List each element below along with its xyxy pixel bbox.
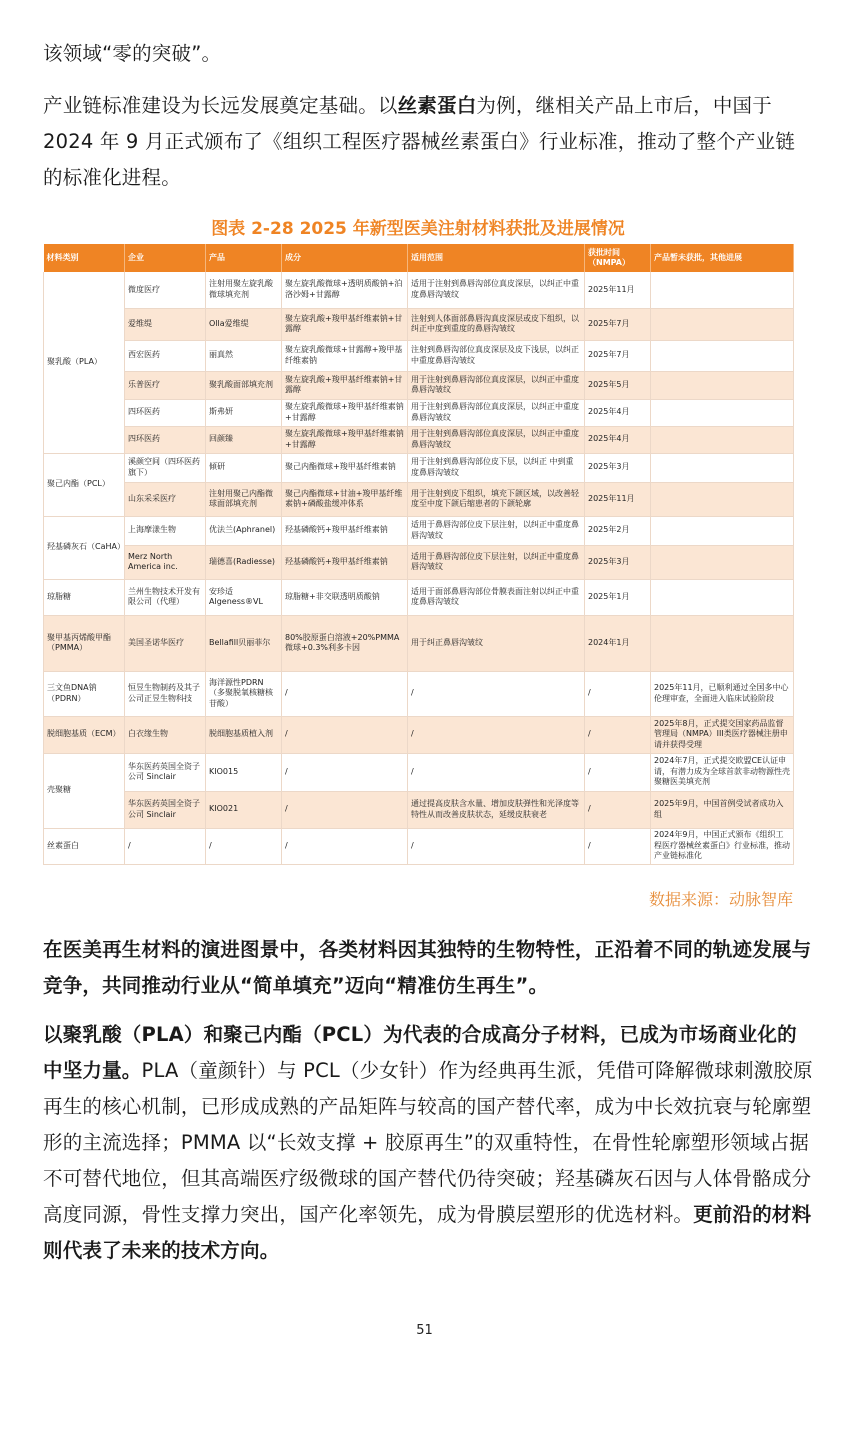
- composition-cell: 聚左旋乳酸+羧甲基纤维素钠+甘露醇: [282, 371, 408, 399]
- approval-cell: 2025年4月: [585, 426, 651, 453]
- composition-cell: 琼脂糖+非交联透明质酸钠: [282, 579, 408, 615]
- material-cell: 聚甲基丙烯酸甲酯（PMMA）: [44, 615, 125, 671]
- composition-cell: /: [282, 753, 408, 791]
- progress-cell: 2024年9月，中国正式颁布《组织工程医疗器械丝素蛋白》行业标准，推动产业链标准化: [651, 828, 794, 864]
- company-cell: 美国圣诺华医疗: [125, 615, 206, 671]
- composition-cell: 聚己内酯微球+羧甲基纤维素钠: [282, 453, 408, 482]
- header-scope: 适用范围: [408, 244, 585, 272]
- company-cell: Merz North America inc.: [125, 545, 206, 579]
- product-cell: /: [206, 828, 282, 864]
- material-cell: 琼脂糖: [44, 579, 125, 615]
- company-cell: 山东采采医疗: [125, 482, 206, 516]
- scope-cell: 用于注射到皮下组织，填充下颌区域，以改善轻度至中度下颌后缩患者的下颌轮廓: [408, 482, 585, 516]
- table-row: [44, 545, 794, 579]
- approval-cell: /: [585, 716, 651, 753]
- table-row: [44, 340, 794, 371]
- approval-cell: /: [585, 671, 651, 716]
- composition-cell: 羟基磷酸钙+羧甲基纤维素钠: [282, 516, 408, 545]
- product-cell: 海洋源性PDRN（多聚脱氧核糖核苷酸）: [206, 671, 282, 716]
- progress-cell: 2025年9月，中国首例受试者成功入组: [651, 791, 794, 828]
- scope-cell: /: [408, 716, 585, 753]
- approval-cell: 2024年1月: [585, 615, 651, 671]
- approval-cell: 2025年1月: [585, 579, 651, 615]
- scope-cell: 用于注射到鼻唇沟部位真皮深层，以纠正中重度鼻唇沟皱纹: [408, 399, 585, 426]
- progress-cell: [651, 482, 794, 516]
- approval-cell: /: [585, 791, 651, 828]
- table-row: [44, 453, 794, 482]
- figure-title: 图表 2-28 2025 年新型医美注射材料获批及进展情况: [211, 219, 625, 239]
- progress-cell: 2024年7月，正式提交欧盟CE认证申请，有潜力成为全球首款非动物源性壳聚糖医美填充剂: [651, 753, 794, 791]
- material-cell: 聚己内酯（PCL）: [44, 453, 125, 516]
- composition-cell: 聚左旋乳酸+羧甲基纤维素钠+甘露醇: [282, 308, 408, 340]
- approval-cell: /: [585, 828, 651, 864]
- scope-cell: 适用于注射到鼻唇沟部位真皮深层，以纠正中重度鼻唇沟皱纹: [408, 272, 585, 308]
- company-cell: 爱维缇: [125, 308, 206, 340]
- header-progress: 产品暂未获批，其他进展: [651, 244, 794, 272]
- progress-cell: [651, 453, 794, 482]
- progress-cell: [651, 545, 794, 579]
- composition-cell: /: [282, 828, 408, 864]
- scope-cell: 适用于面部鼻唇沟部位骨膜表面注射以纠正中重度鼻唇沟皱纹: [408, 579, 585, 615]
- approval-cell: 2025年3月: [585, 545, 651, 579]
- product-cell: 优法兰(Aphranel): [206, 516, 282, 545]
- approval-cell: 2025年2月: [585, 516, 651, 545]
- progress-cell: 2025年11月，已顺利通过全国多中心伦理审查，全面进入临床试验阶段: [651, 671, 794, 716]
- product-cell: Bellafill贝丽菲尔: [206, 615, 282, 671]
- approval-cell: 2025年11月: [585, 272, 651, 308]
- progress-cell: [651, 272, 794, 308]
- product-cell: 脱细胞基质植入剂: [206, 716, 282, 753]
- scope-cell: 适用于鼻唇沟部位皮下层注射，以纠正中重度鼻唇沟皱纹: [408, 516, 585, 545]
- product-cell: 聚乳酸面部填充剂: [206, 371, 282, 399]
- scope-cell: 用于纠正鼻唇沟皱纹: [408, 615, 585, 671]
- product-cell: 瑞德喜(Radiesse): [206, 545, 282, 579]
- header-material: 材料类别: [44, 244, 125, 272]
- table-row: [44, 399, 794, 426]
- composition-cell: 聚左旋乳酸微球+羧甲基纤维素钠+甘露醇: [282, 399, 408, 426]
- approval-cell: 2025年11月: [585, 482, 651, 516]
- approval-table: [43, 244, 793, 865]
- scope-cell: /: [408, 828, 585, 864]
- product-cell: Olla爱维缇: [206, 308, 282, 340]
- company-cell: 白衣缘生物: [125, 716, 206, 753]
- product-cell: 安珍适 Algeness®VL: [206, 579, 282, 615]
- progress-cell: [651, 308, 794, 340]
- header-approval: 获批时间（NMPA）: [585, 244, 651, 272]
- header-company: 企业: [125, 244, 206, 272]
- paragraph-intro: 该领域“零的突破”。: [43, 42, 222, 65]
- approval-cell: 2025年5月: [585, 371, 651, 399]
- material-cell: 三文鱼DNA钠（PDRN）: [44, 671, 125, 716]
- product-cell: 回颜臻: [206, 426, 282, 453]
- paragraph-materials: 以聚乳酸（PLA）和聚己内酯（PCL）为代表的合成高分子材料，已成为市场商业化的中坚力量。PLA（童颜针）与 PCL（少女针）作为经典再生派，凭借可降解微球刺激胶原再生的核心机制，已形成成熟的产品矩阵与较高的国产替代率，成为中长效抗衰与轮廓塑形的主流选择；PMMA 以“长效支撑 + 胶原再生”的双重特性，在骨性轮廓塑形领域占据不可替代地位，但其高端医疗级微球的国产替代仍待突破；羟基磷灰石因与人体骨骼成分高度同源，骨性支撑力突出，国产化率领先，成为骨膜层塑形的优选材料。更前沿的材料则代表了未来的技术方向。: [43, 1023, 813, 1262]
- scope-cell: /: [408, 671, 585, 716]
- scope-cell: 适用于鼻唇沟部位皮下层注射，以纠正中重度鼻唇沟皱纹: [408, 545, 585, 579]
- table-row: [44, 671, 794, 716]
- company-cell: 华东医药英国全资子公司 Sinclair: [125, 791, 206, 828]
- product-cell: 丽真然: [206, 340, 282, 371]
- scope-cell: 用于注射到鼻唇沟部位真皮深层，以纠正中重度鼻唇沟皱纹: [408, 426, 585, 453]
- table-row: [44, 371, 794, 399]
- table-row: [44, 426, 794, 453]
- company-cell: 微度医疗: [125, 272, 206, 308]
- table-header-row: [44, 244, 794, 272]
- table-row: [44, 272, 794, 308]
- material-cell: 羟基磷灰石（CaHA）: [44, 516, 125, 579]
- product-cell: 斯弗妍: [206, 399, 282, 426]
- header-product: 产品: [206, 244, 282, 272]
- scope-cell: 注射到人体面部鼻唇沟真皮深层或皮下组织，以纠正中度到重度的鼻唇沟皱纹: [408, 308, 585, 340]
- material-cell: 壳聚糖: [44, 753, 125, 828]
- approval-cell: 2025年7月: [585, 308, 651, 340]
- company-cell: 四环医药: [125, 399, 206, 426]
- company-cell: /: [125, 828, 206, 864]
- product-cell: 傾研: [206, 453, 282, 482]
- approval-cell: /: [585, 753, 651, 791]
- progress-cell: 2025年8月，正式提交国家药品监督管理局（NMPA）III类医疗器械注册申请并获得受理: [651, 716, 794, 753]
- company-cell: 上海摩漾生物: [125, 516, 206, 545]
- company-cell: 兰州生物技术开发有限公司（代理）: [125, 579, 206, 615]
- paragraph-standards: 产业链标准建设为长远发展奠定基础。以丝素蛋白为例，继相关产品上市后，中国于 2024 年 9 月正式颁布了《组织工程医疗器械丝素蛋白》行业标准，推动了整个产业链的标准化进程。: [43, 94, 796, 189]
- progress-cell: [651, 340, 794, 371]
- material-cell: 脱细胞基质（ECM）: [44, 716, 125, 753]
- approval-cell: 2025年3月: [585, 453, 651, 482]
- product-cell: KIO015: [206, 753, 282, 791]
- company-cell: 四环医药: [125, 426, 206, 453]
- table-row: [44, 828, 794, 864]
- composition-cell: 聚左旋乳酸微球+透明质酸钠+泊洛沙姆+甘露醇: [282, 272, 408, 308]
- approval-cell: 2025年4月: [585, 399, 651, 426]
- composition-cell: 聚左旋乳酸微球+羧甲基纤维素钠+甘露醇: [282, 426, 408, 453]
- table-row: [44, 579, 794, 615]
- progress-cell: [651, 426, 794, 453]
- company-cell: 华东医药英国全资子公司 Sinclair: [125, 753, 206, 791]
- header-composition: 成分: [282, 244, 408, 272]
- product-cell: 注射用聚己内酯微球面部填充剂: [206, 482, 282, 516]
- table-row: [44, 308, 794, 340]
- scope-cell: 通过提高皮肤含水量、增加皮肤弹性和光泽度等特性从而改善皮肤状态，延缓皮肤衰老: [408, 791, 585, 828]
- company-cell: 西宏医药: [125, 340, 206, 371]
- progress-cell: [651, 615, 794, 671]
- scope-cell: 用于注射到鼻唇沟部位皮下层，以纠正 中到重度鼻唇沟皱纹: [408, 453, 585, 482]
- scope-cell: /: [408, 753, 585, 791]
- data-source: 数据来源：动脉智库: [648, 890, 793, 909]
- scope-cell: 注射到鼻唇沟部位真皮深层及皮下浅层，以纠正中重度鼻唇沟皱纹: [408, 340, 585, 371]
- progress-cell: [651, 371, 794, 399]
- progress-cell: [651, 579, 794, 615]
- table-row: [44, 791, 794, 828]
- paragraph-evolution: 在医美再生材料的演进图景中，各类材料因其独特的生物特性，正沿着不同的轨迹发展与竞争，共同推动行业从“简单填充”迈向“精准仿生再生”。: [43, 938, 812, 997]
- scope-cell: 用于注射到鼻唇沟部位真皮深层，以纠正中重度鼻唇沟皱纹: [408, 371, 585, 399]
- material-cell: 聚乳酸（PLA）: [44, 272, 125, 453]
- product-cell: KIO021: [206, 791, 282, 828]
- company-cell: 溪颜空间（四环医药旗下）: [125, 453, 206, 482]
- company-cell: 乐普医疗: [125, 371, 206, 399]
- table-row: [44, 753, 794, 791]
- company-cell: 恒昱生物制药及其子公司正昱生物科技: [125, 671, 206, 716]
- product-cell: 注射用聚左旋乳酸微球填充剂: [206, 272, 282, 308]
- composition-cell: 羟基磷酸钙+羧甲基纤维素钠: [282, 545, 408, 579]
- table-row: [44, 516, 794, 545]
- material-cell: 丝素蛋白: [44, 828, 125, 864]
- page-number: 51: [416, 1323, 433, 1338]
- composition-cell: /: [282, 671, 408, 716]
- table-row: [44, 615, 794, 671]
- composition-cell: 80%胶原蛋白溶液+20%PMMA微球+0.3%利多卡因: [282, 615, 408, 671]
- progress-cell: [651, 516, 794, 545]
- composition-cell: 聚己内酯微球+甘油+羧甲基纤维素钠+磷酸盐缓冲体系: [282, 482, 408, 516]
- composition-cell: /: [282, 716, 408, 753]
- composition-cell: /: [282, 791, 408, 828]
- approval-cell: 2025年7月: [585, 340, 651, 371]
- composition-cell: 聚左旋乳酸微球+甘露醇+羧甲基纤维素钠: [282, 340, 408, 371]
- table-row: [44, 482, 794, 516]
- table-row: [44, 716, 794, 753]
- progress-cell: [651, 399, 794, 426]
